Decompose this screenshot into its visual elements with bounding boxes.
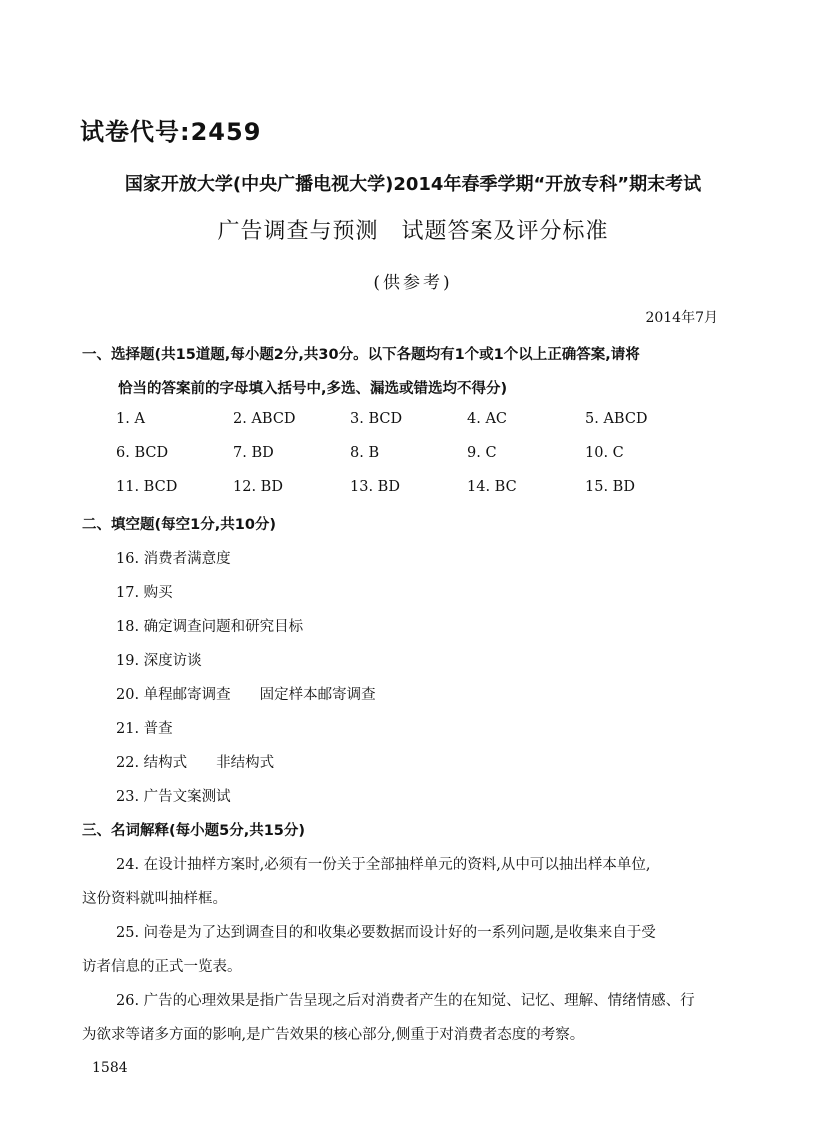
document-title: 广告调查与预测 试题答案及评分标准 (217, 219, 609, 244)
section1-heading: 一、选择题(共15道题,每小题2分,共30分。以下各题均有1个或1个以上正确答案,请将 (82, 347, 640, 363)
fill-item: 17. 购买 (116, 585, 173, 601)
fill-item: 21. 普查 (116, 721, 173, 737)
paragraph-line: 26. 广告的心理效果是指广告呈现之后对消费者产生的在知觉、记忆、理解、情绪情感、行 (116, 993, 695, 1009)
exam-name: 国家开放大学(中央广播电视大学)2014年春季学期“开放专科”期末考试 (124, 174, 702, 195)
answer-item: 11. BCD (116, 479, 178, 495)
paragraph-line: 访者信息的正式一览表。 (82, 959, 242, 975)
section1-heading-cont: 恰当的答案前的字母填入括号中,多选、漏选或错选均不得分) (118, 381, 508, 397)
document-date: 2014年7月 (645, 310, 718, 326)
paragraph-line: 25. 问卷是为了达到调查目的和收集必要数据而设计好的一系列问题,是收集来自于受 (116, 925, 656, 941)
fill-item: 18. 确定调查问题和研究目标 (116, 619, 304, 635)
answer-item: 3. BCD (350, 411, 403, 427)
exam-code: 试卷代号:2459 (80, 118, 262, 146)
answer-item: 1. A (116, 411, 145, 427)
paragraph-line: 24. 在设计抽样方案时,必须有一份关于全部抽样单元的资料,从中可以抽出样本单位, (116, 857, 651, 873)
answer-item: 15. BD (585, 479, 635, 495)
fill-item: 19. 深度访谈 (116, 653, 202, 669)
answer-item: 12. BD (233, 479, 283, 495)
answer-item: 2. ABCD (233, 411, 296, 427)
paragraph-line: 这份资料就叫抽样框。 (82, 891, 227, 907)
page-number: 1584 (92, 1060, 128, 1076)
paragraph-line: 为欲求等诸多方面的影响,是广告效果的核心部分,侧重于对消费者态度的考察。 (82, 1027, 585, 1043)
fill-item: 22. 结构式 非结构式 (116, 755, 275, 771)
fill-item: 23. 广告文案测试 (116, 789, 231, 805)
answer-item: 9. C (467, 445, 497, 461)
reference-note: (供参考) (373, 273, 453, 293)
answer-item: 10. C (585, 445, 624, 461)
answer-item: 14. BC (467, 479, 517, 495)
answer-item: 7. BD (233, 445, 274, 461)
answer-item: 13. BD (350, 479, 400, 495)
fill-item: 16. 消费者满意度 (116, 551, 231, 567)
section3-heading: 三、名词解释(每小题5分,共15分) (82, 823, 306, 839)
answer-item: 5. ABCD (585, 411, 648, 427)
answer-item: 4. AC (467, 411, 508, 427)
section2-heading: 二、填空题(每空1分,共10分) (82, 517, 277, 533)
answer-item: 6. BCD (116, 445, 169, 461)
fill-item: 20. 单程邮寄调查 固定样本邮寄调查 (116, 687, 376, 703)
answer-item: 8. B (350, 445, 380, 461)
